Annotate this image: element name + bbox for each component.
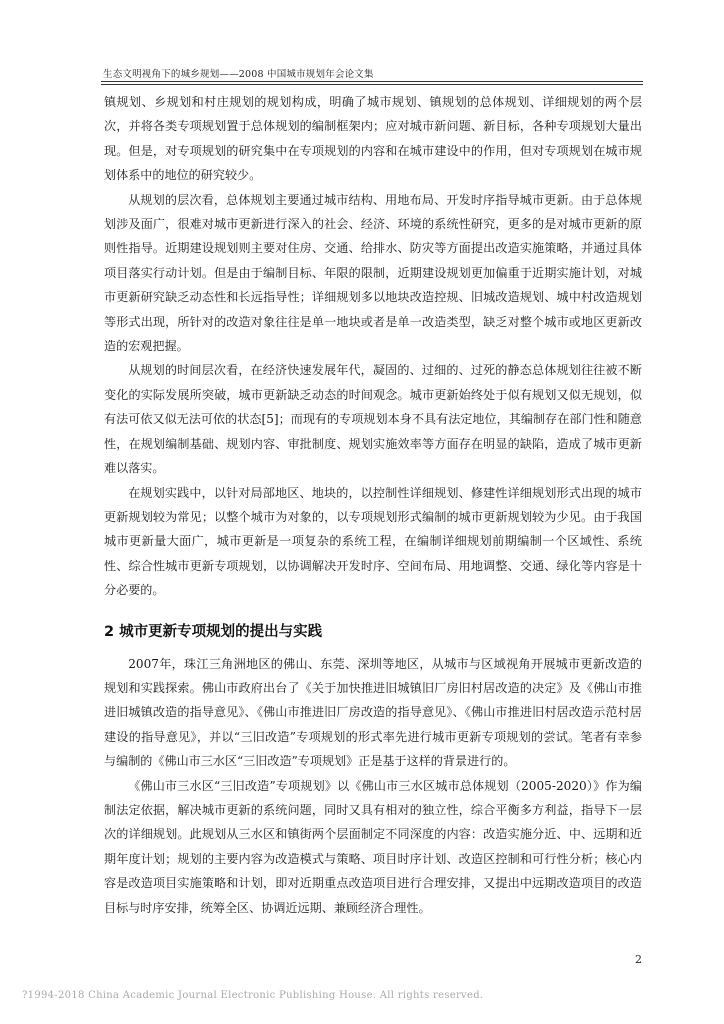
section-heading: 2 城市更新专项规划的提出与实践 <box>104 623 323 640</box>
header-rule-top <box>101 81 643 82</box>
paragraph-5: 2007年，珠江三角洲地区的佛山、东莞、深圳等地区，从城市与区域视角开展城市更新改造的规划和实践探索。佛山市政府出台了《关于加快推进旧城镇旧厂房旧村居改造的决定》及《佛山市推进旧城镇改造的指导意见》、《佛山市推进旧厂房改造的指导意见》、《佛山市推进旧村居改造示范村居建设的指导意见》，并以“三旧改造”专项规划的形式率先进行城市更新专项规划的尝试。笔者有幸参与编制的《佛山市三水区“三旧改造”专项规划》正是基于这样的背景进行的。 <box>104 656 642 769</box>
paragraph-6: 《佛山市三水区“三旧改造”专项规划》以《佛山市三水区城市总体规划（2005-2020）》作为编制法定依据，解决城市更新的系统问题，同时又具有相对的独立性，综合平衡多方利益，指导下一层次的详细规划。此规划从三水区和镇街两个层面制定不同深度的内容：改造实施分近、中、远期和近期年度计划；规划的主要内容为改造模式与策略、项目时序计划、改造区控制和可行性分析；核心内容是改造项目实施策略和计划，即对近期重点改造项目进行合理安排，又提出中远期改造项目的改造目标与时序安排，统筹全区、协调近远期、兼顾经济合理性。 <box>104 778 642 915</box>
paragraph-3: 从规划的时间层次看，在经济快速发展年代，凝固的、过细的、过死的静态总体规划往往被不断变化的实际发展所突破，城市更新缺乏动态的时间观念。城市更新始终处于似有规划又似无规划，似有法可依又似无法可依的状态[5]；而现有的专项规划本身不具有法定地位，其编制存在部门性和随意性，在规划编制基础、规划内容、审批制度、规划实施效率等方面存在明显的缺陷，造成了城市更新难以落实。 <box>104 363 642 476</box>
paragraph-1: 镇规划、乡规划和村庄规划的规划构成，明确了城市规划、镇规划的总体规划、详细规划的两个层次，并将各类专项规划置于总体规划的编制框架内；应对城市新问题、新目标，各种专项规划大量出现。但是，对专项规划的研究集中在专项规划的内容和在城市建设中的作用，但对专项规划在城市规划体系中的地位的研究较少。 <box>104 95 642 183</box>
page-number: 2 <box>635 953 642 966</box>
paragraph-2: 从规划的层次看，总体规划主要通过城市结构、用地布局、开发时序指导城市更新。由于总体规划涉及面广，很难对城市更新进行深入的社会、经济、环境的系统性研究，更多的是对城市更新的原则性指导。近期建设规划则主要对住房、交通、给排水、防灾等方面提出改造实施策略，并通过具体项目落实行动计划。但是由于编制目标、年限的限制，近期建设规划更加偏重于近期实施计划，对城市更新研究缺乏动态性和长远指导性；详细规划多以地块改造控规、旧城改造规划、城中村改造规划等形式出现，所针对的改造对象往往是单一地块或者是单一改造类型，缺乏对整个城市或地区更新改造的宏观把握。 <box>104 192 642 354</box>
paragraph-4: 在规划实践中，以针对局部地区、地块的，以控制性详细规划、修建性详细规划形式出现的城市更新规划较为常见；以整个城市为对象的，以专项规划形式编制的城市更新规划较为少见。由于我国城市更新量大面广，城市更新是一项复杂的系统工程，在编制详细规划前期编制一个区域性、系统性、综合性城市更新专项规划，以协调解决开发时序、空间布局、用地调整、交通、绿化等内容是十分必要的。 <box>104 485 642 598</box>
copyright-footer: ?1994-2018 China Academic Journal Electronic Publishing House. All rights reserved. <box>22 990 484 1001</box>
header-rule-bottom <box>101 84 643 85</box>
article-body <box>104 90 642 920</box>
running-header: 生态文明视角下的城乡规划——2008 中国城市规划年会论文集 <box>103 69 374 80</box>
